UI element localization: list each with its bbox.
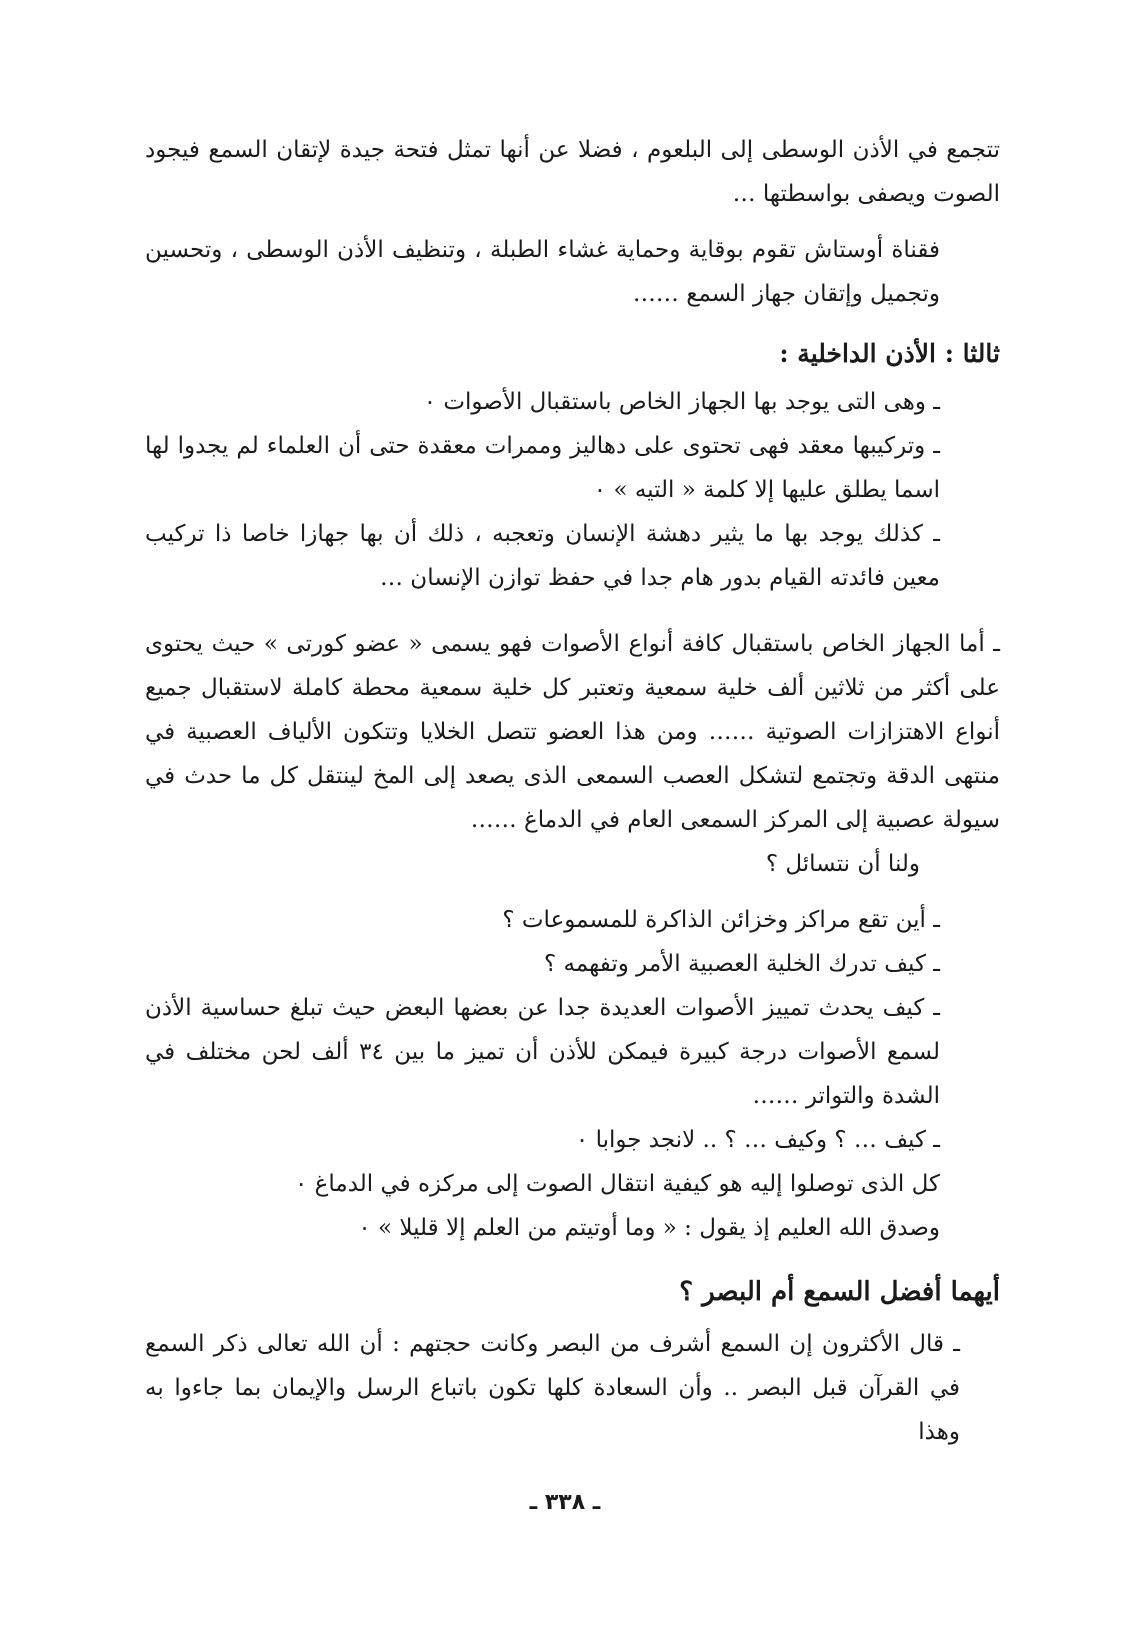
section-heading-inner-ear: ثالثا : الأذن الداخلية :	[779, 339, 1000, 368]
paragraph-conclusion: كل الذى توصلوا إليه هو كيفية انتقال الصوت إلى مركزه في الدماغ ٠	[294, 1171, 940, 1197]
page-body	[145, 128, 1000, 1454]
paragraph-hearing-superior: ـ قال الأكثرون إن السمع أشرف من البصر وكانت حجتهم : أن الله تعالى ذكر السمع في القرآن قبل البصر .. وأن السعادة كلها تكون باتباع الرسل والإيمان بما جاءوا به وهذا	[145, 1331, 960, 1445]
paragraph-question-neuron: ـ كيف تدرك الخلية العصبية الأمر وتفهمه ؟	[543, 951, 940, 977]
paragraph-quran-quote: وصدق الله العليم إذ يقول : « وما أوتيتم من العلم إلا قليلا » ٠	[358, 1215, 940, 1241]
paragraph-question-sound-distinction: ـ كيف يحدث تمييز الأصوات العديدة جدا عن بعضها البعض حيث تبلغ حساسية الأذن لسمع الأصوات درجة كبيرة فيمكن للأذن أن تميز ما بين ٣٤ ألف لحن مختلف في الشدة والتواتر ……	[145, 995, 940, 1109]
paragraph-inner-ear-balance: ـ كذلك يوجد بها ما يثير دهشة الإنسان وتعجبه ، ذلك أن بها جهازا خاصا ذا تركيب معين فائدته القيام بدور هام جدا في حفظ توازن الإنسان …	[145, 521, 940, 591]
paragraph-inner-ear-structure: ـ وتركيبها معقد فهى تحتوى على دهاليز وممرات معقدة حتى أن العلماء لم يجدوا لها اسما يطلق عليها إلا كلمة « التيه » ٠	[145, 433, 940, 503]
paragraph-no-answer: ـ كيف … ؟ وكيف … ؟ .. لانجد جوابا ٠	[575, 1127, 940, 1153]
paragraph-inner-ear-hearing: ـ وهى التى يوجد بها الجهاز الخاص باستقبال الأصوات ٠	[423, 389, 940, 415]
page-number: ـ ٣٣٨ ـ	[529, 1490, 601, 1515]
paragraph-question-intro: ولنا أن نتسائل ؟	[765, 851, 920, 877]
paragraph-question-memory: ـ أين تقع مراكز وخزائن الذاكرة للمسموعات ؟	[502, 907, 940, 933]
section-heading-hearing-vs-sight: أيهما أفضل السمع أم البصر ؟	[679, 1277, 1000, 1307]
paragraph-organ-of-corti: ـ أما الجهاز الخاص باستقبال كافة أنواع الأصوات فهو يسمى « عضو كورتى » حيث يحتوى على أكثر من ثلاثين ألف خلية سمعية وتعتبر كل خلية سمعية محطة كاملة لاستقبال جميع أنواع الاهتزازات الصوتية …… ومن هذا العضو تتصل الخلايا وتتكون الألياف العصبية في منتهى الدقة وتجتمع لتشكل العصب السمعى الذى يصعد إلى المخ لينتقل كل ما حدث في سيولة عصبية إلى المركز السمعى العام في الدماغ ……	[145, 631, 1000, 833]
paragraph-eustachian-summary: فقناة أوستاش تقوم بوقاية وحماية غشاء الطبلة ، وتنظيف الأذن الوسطى ، وتحسين وتجميل وإتقان جهاز السمع ……	[145, 237, 940, 307]
paragraph-eustachian-function: تتجمع في الأذن الوسطى إلى البلعوم ، فضلا عن أنها تمثل فتحة جيدة لإتقان السمع فيجود الصوت ويصفى بواسطتها …	[145, 137, 1000, 207]
